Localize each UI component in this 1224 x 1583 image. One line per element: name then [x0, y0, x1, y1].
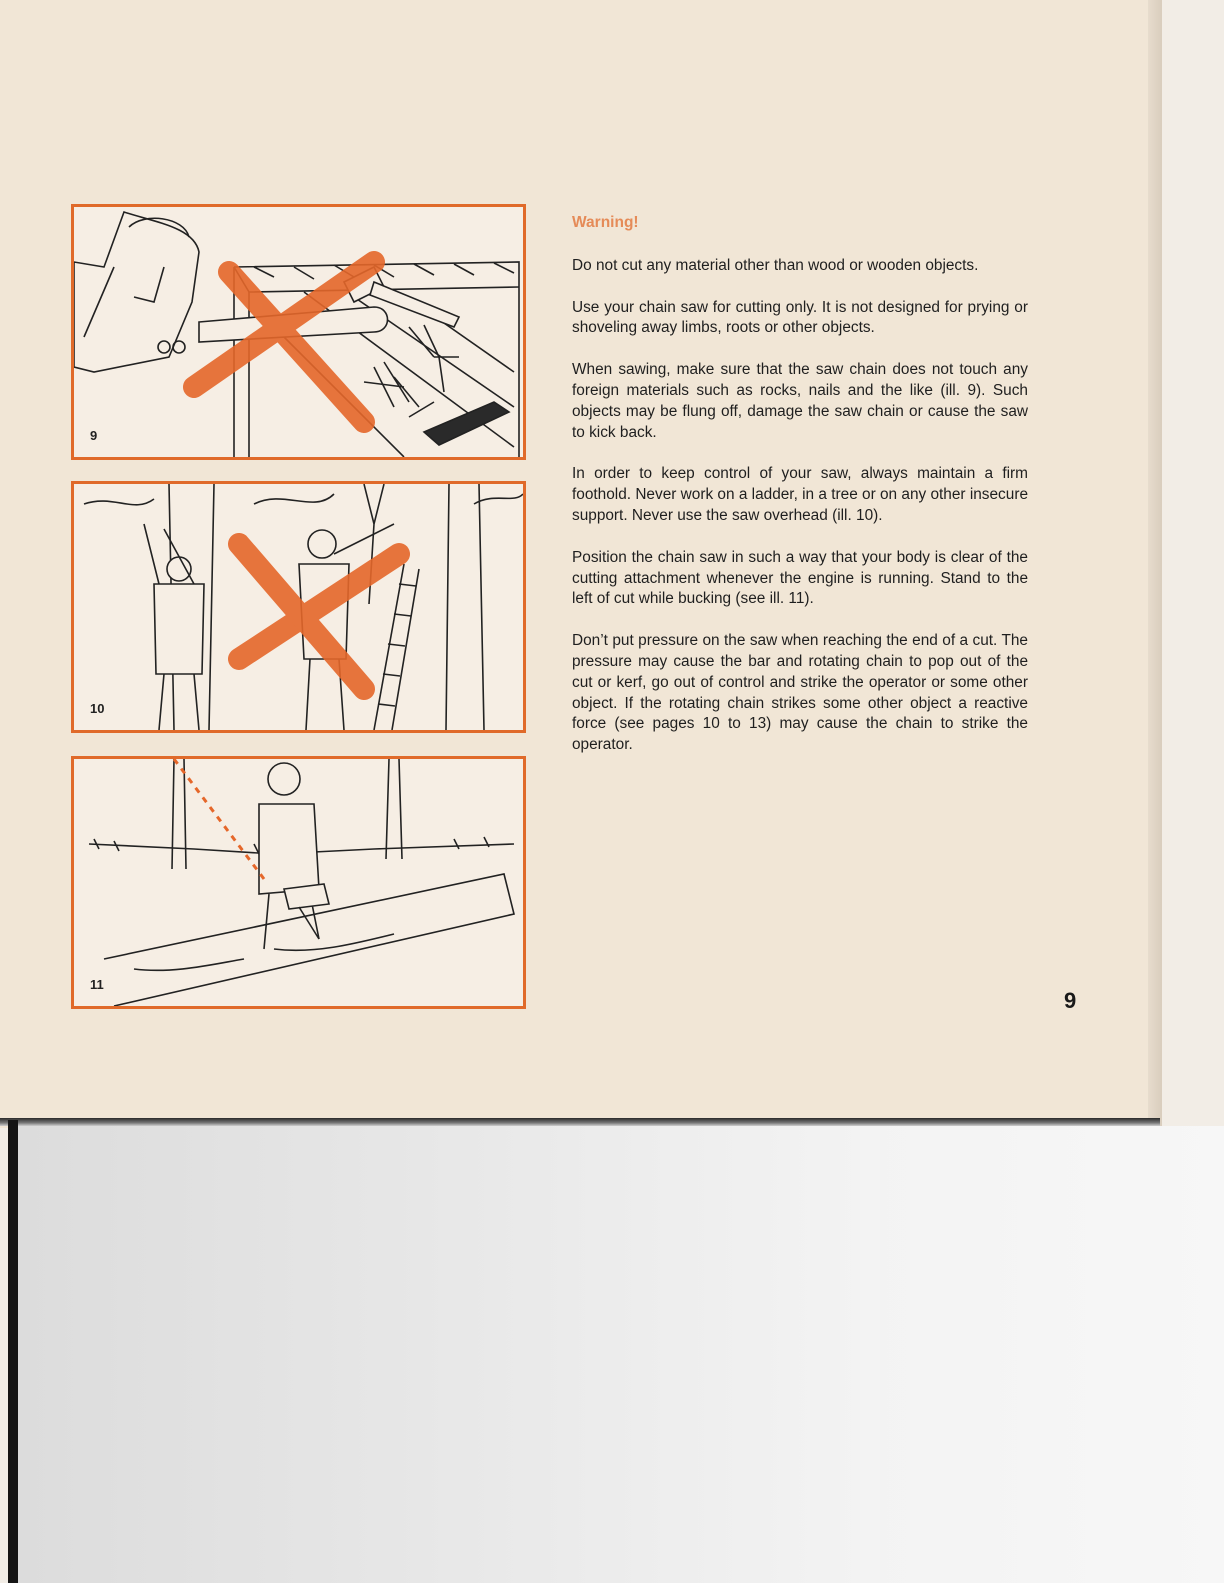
illustration-9	[71, 204, 526, 460]
paragraph-end-of-cut: Don’t put pressure on the saw when reaching the end of a cut. The pressure may cause the bar and rotating chain to pop out of the cut or kerf, go out of control and strike the operator or some other object. If the rotating chain strikes some other object a reactive force (see pages 10 to 13) may cause the chain to strike the operator.	[572, 632, 1028, 754]
warning-heading: Warning!	[572, 214, 639, 231]
chainsaw-on-nails-drawing	[74, 207, 523, 457]
binding-edge	[0, 1118, 1160, 1126]
warning-text-column	[572, 213, 1028, 777]
page-number: 9	[1064, 988, 1077, 1013]
illustration-10	[71, 481, 526, 733]
paragraph-foothold: In order to keep control of your saw, always maintain a firm foothold. Never work on a ladder, in a tree or on any other insecure support. Never use the saw overhead (ill. 10).	[572, 465, 1028, 524]
bucking-log-drawing	[74, 759, 523, 1006]
illustration-11	[71, 756, 526, 1009]
binding-spine	[8, 1120, 18, 1583]
figure-number: 11	[90, 977, 104, 992]
paragraph-material: Do not cut any material other than wood or wooden objects.	[572, 256, 979, 274]
sawing-overhead-on-ladder-drawing	[74, 484, 523, 730]
page-edge	[1148, 0, 1162, 1128]
paragraph-cutting-only: Use your chain saw for cutting only. It is not designed for prying or shoveling away limbs, roots or other objects.	[572, 298, 1028, 337]
figure-number: 10	[90, 701, 105, 716]
paragraph-foreign-materials: When sawing, make sure that the saw chain does not touch any foreign materials such as rocks, nails and the like (ill. 9). Such objects may be flung off, damage the saw chain or cause the saw to kick back.	[572, 361, 1028, 441]
figure-number: 9	[90, 428, 98, 443]
scan-background	[18, 1126, 1224, 1583]
paragraph-body-position: Position the chain saw in such a way that your body is clear of the cutting attachment whenever the engine is running. Stand to the left of cut while bucking (see ill. 11).	[572, 548, 1028, 608]
